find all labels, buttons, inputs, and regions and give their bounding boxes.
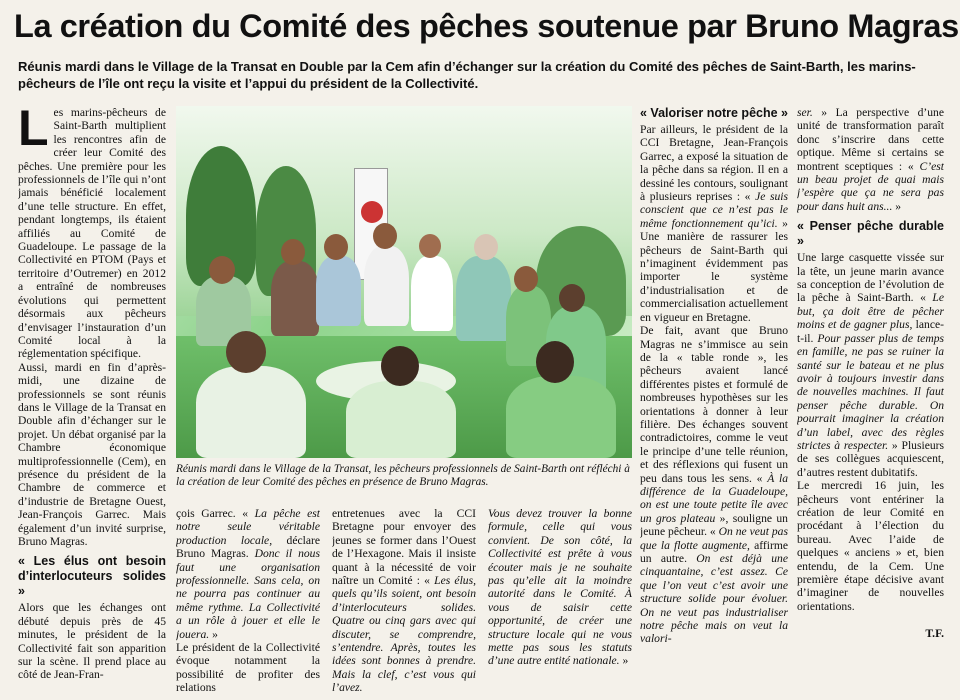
quote-text: Donc il nous faut une organisation professionnelle. Sans cela, on ne pourra pas continuer au même rythme. La Collectivité a un rôle à jouer et elle le jouera. [176,547,320,641]
article-column-1 [18,106,166,696]
quote-text: C’est un beau projet de quai mais j’espère que ça ne sera pas pour dans huit ans... [797,159,944,213]
drop-cap: L [18,106,49,156]
paragraph [332,507,476,695]
paragraph-text: es marins-pêcheurs de Saint-Barth multiplient les rencontres afin de créer leur Comité des pêches. Une première pour les professionnels de l’île qui n’ont jamais bénéficié localement d’une telle structure. En effet, pendant longtemps, ils étaient affiliés au Comité de Guadeloupe. Le passage de la Collectivité en PTOM (Pays et territoire d’Outremer) en 2012 a entraîné de nombreuses évolutions qui permettent désormais aux pêcheurs d’envisager l’instauration d’un Comité local à la réglementation spécifique. [18,106,166,361]
paragraph-text: déclare Bruno Magras. [176,533,320,561]
article-column-5 [640,106,788,696]
paragraph-text: » Une manière de rassurer les pêcheurs de Saint-Barth qui n’imaginent évidemment pas importer le système d’industrialisation et de commercialisation actuellement en vigueur en Bretagne. [640,216,788,324]
paragraph-text: » Plusieurs de ses collègues acquiescent, d’autres restent dubitatifs. [797,438,944,479]
article-column-3 [332,507,476,697]
paragraph: Alors que les échanges ont débuté depuis près de 45 minutes, le président de la Collectivité fait son apparition sur la scène. Il prend place au côté de Jean-Fran- [18,601,166,682]
article-column-6 [797,106,944,696]
paragraph-text: Par ailleurs, le président de la CCI Bretagne, Jean-François Garrec, a exposé la situation de la pêche dans sa région. Il en a dessiné les contours, soulignant à plusieurs reprises : « [640,123,788,204]
paragraph [797,106,944,213]
paragraph-text: lance-t-il. [797,318,944,345]
quote-text: La pêche est notre seule véritable production locale, [176,507,320,547]
paragraph-text: » [209,627,218,641]
quote-text: Pour passer plus de temps en famille, ne pas se ruiner la santé sur le bateau et ne plus avoir à toujours investir dans de nouvelles machines. Il faut penser pêche durable. On pourrait imaginer la création d’un label, avec des règles strictes à respecter. [797,331,944,452]
paragraph-text: » [892,199,902,213]
paragraph-text: », souligne un jeune pêcheur. « [640,511,788,539]
paragraph [797,251,944,479]
paragraph: Le président de la Collectivité évoque notamment la possibilité de profiter des relations [176,641,320,695]
subheading: « Penser pêche durable » [797,219,944,249]
paragraph [176,507,320,641]
article-column-2 [176,507,320,697]
paragraph-text: entretenues avec la CCI Bretagne pour envoyer des jeunes se former dans l’Ouest de l’Hexagone. Mais il insiste quant à la nécessité de voir naître un Comité : « [332,507,476,588]
paragraph-text: affirme un autre. [640,538,788,565]
subheading: « Les élus ont besoin d’interlocuteurs solides » [18,554,166,599]
paragraph: Aussi, mardi en fin d’après-midi, une dizaine de professionnels se sont réunis dans le Village de la Transat en Double afin d’échanger sur le projet. Un débat organisé par la Chambre économique multiprofessionnelle (Cem), en présence du président de la Chambre de commerce et d’industrie de Bretagne Ouest, Jean-François Garrec. Mais également d’un invité surprise, Bruno Magras. [18,360,166,548]
quote-text: À la différence de la Guadeloupe, on est une toute petite île avec un gros plateau [640,471,788,525]
headline: La création du Comité des pêches soutenue par Bruno Magras [14,8,959,44]
paragraph [18,106,166,361]
paragraph-text: » La perspective d’une unité de transformation paraît donc s’inscrire dans cette optique. Même si certains se montrent sceptiques : « [797,106,944,173]
paragraph-text: Une large casquette vissée sur la tête, un jeune marin avance sa conception de l’évolution de la pêche à Saint-Barth. « [797,251,944,305]
quote-text: Je suis conscient que ce n’est pas le même fonctionnement qu’ici. [640,190,788,230]
paragraph-text: çois Garrec. « [176,507,255,520]
quote-text: Vous devez trouver la bonne formule, celle qui vous convient. De son côté, la Collectivité est prête à vous écouter mais je ne souhaite pas qu’elle ait la moindre autorité dans le Comité. À vous de saisir cette opportunité, de créer une structure locale qui ne vous mette pas sous les statuts d’une autre entité nationale. [488,507,632,668]
quote-text: On ne veut pas que la flotte augmente, [640,525,788,552]
photo-caption: Réunis mardi dans le Village de la Transat, les pêcheurs professionnels de Saint-Barth ont réfléchi à la création de leur Comité des pêches en présence de Bruno Magras. [176,463,630,488]
paragraph [640,123,788,324]
quote-text: ser. [797,106,813,119]
paragraph [488,507,632,668]
quote-text: Le but, ça doit être de pêcher moins et de gagner plus, [797,291,944,332]
article-photo [176,106,632,458]
article-column-4 [488,507,632,697]
paragraph [640,324,788,646]
author-signature: T.F. [925,627,944,641]
paragraph: Le mercredi 16 juin, les pêcheurs vont entériner la création de leur Comité en procédant à l’élection du bureau. Avec l’aide de quelques « anciens » et, bien entendu, de la Cem. Une première étape décisive avant d’imaginer de nouvelles orientations. [797,479,944,613]
subheading: « Valoriser notre pêche » [640,106,788,120]
paragraph-text: De fait, avant que Bruno Magras ne s’immisce au sein de la « table ronde », les pêcheurs avaient lancé différentes pistes et formulé de nombreuses hypothèses sur les orientations à donner à leur filière. Des échanges souvent contradictoires, comme le veut le principe d’une telle réunion, et des réflexions qui fusent un peu dans tous les sens. « [640,324,788,485]
quote-text: Les élus, quels qu’ils soient, ont besoin d’interlocuteurs solides. Quatre ou cinq gars avec qui discuter, se comprendre, s’entendre. Après, toutes les idées sont bonnes à prendre. Mais la clef, c’est vous qui l’avez. [332,574,476,695]
quote-text: On est déjà une cinquantaine, c’est assez. Ce que l’on veut c’est avoir une structure solide pour évoluer. On ne veut pas industrialiser notre pêche mais on veut la valori- [640,552,788,646]
paragraph-text: » [619,654,629,668]
standfirst: Réunis mardi dans le Village de la Transat en Double par la Cem afin d’échanger sur la création du Comité des pêches de Saint-Barth, les marins-pêcheurs de l’île ont reçu la visite et l’appui du président de la Collectivité. [18,59,916,91]
